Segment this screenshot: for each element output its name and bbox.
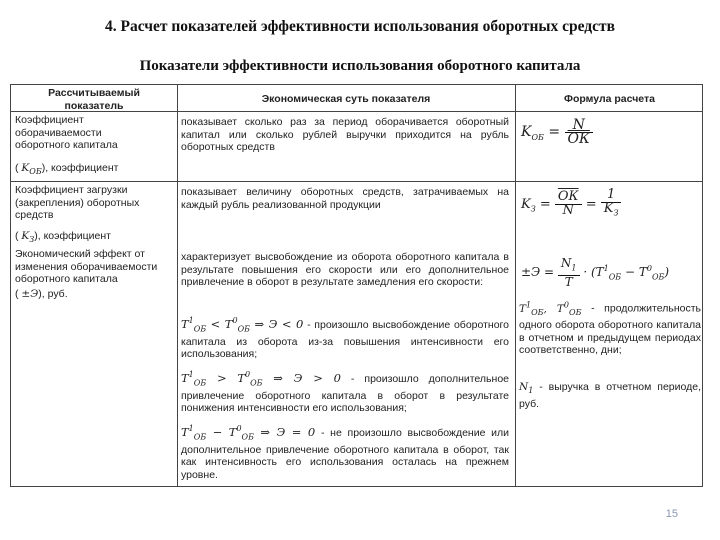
formula-fraction: $\frac{ОК}{N}$ <box>555 191 582 217</box>
k-z-symbol: $K_З$ <box>21 229 35 244</box>
row2-name-line: средств <box>15 209 54 221</box>
row1-symbol-note: ), коэффициент <box>41 161 119 174</box>
case3-condition: $T^1_{ОБ} - T^0_{ОБ}$ ⇒ Э = 0 <box>181 424 316 442</box>
formula-fraction: $\frac{N}{ОК}$ <box>565 119 593 145</box>
row2-symbol-note: ), коэффициент <box>34 229 111 242</box>
case1-condition: $T^1_{ОБ} < T^0_{ОБ}$ ⇒ Э < 0 <box>181 316 304 334</box>
case3-text: - не произошло высвобождение или дополнительное привлечение оборотного капитала в оборот, так как интенсивность его использования осталась на прежнем уровне. <box>181 426 509 481</box>
row1-symbol-line: ( $K_{ОБ}$), коэффициент <box>15 161 119 176</box>
row3-name-line: Экономический эффект от <box>15 248 145 260</box>
row3-symbol-note: ), руб. <box>38 287 68 300</box>
header-formula: Формула расчета <box>563 93 655 105</box>
row3-name-line: оборотного капитала <box>15 273 118 285</box>
row1-essence: показывает сколько раз за период оборачивается оборотный капитал или сколько рублей выручки приходится на рубль оборотных средств <box>181 116 509 153</box>
row2-name-line: Коэффициент загрузки <box>15 184 128 196</box>
header-indicator <box>11 87 177 112</box>
row3-case1 <box>181 315 509 361</box>
header-indicator-line1: Рассчитываемый <box>48 87 140 99</box>
slide-title: 4. Расчет показателей эффективности использования оборотных средств <box>104 18 616 35</box>
case2-text: - произошло дополнительное привлечение оборотного капитала в оборот в результате понижения интенсивности его использования; <box>181 372 509 415</box>
page-number: 15 <box>665 508 678 520</box>
row3-formula: ±Э = $\frac{N_1}{T}$ · $(T^1_{ОБ} - T^0_{ОБ})$ <box>521 256 670 289</box>
row1-indicator-name <box>15 114 175 178</box>
row2-indicator-name <box>15 184 175 246</box>
case2-condition: $T^1_{ОБ} > T^0_{ОБ}$ ⇒ Э > 0 <box>181 370 341 388</box>
row3-case3 <box>181 423 509 481</box>
formula-fraction: $\frac{1}{K_З}$ <box>601 189 622 220</box>
delta-e-symbol: ±Э <box>21 287 39 300</box>
row2-essence: показывает величину оборотных средств, затрачиваемых на каждый рубль реализованной продукции <box>181 186 509 211</box>
row3-formula-note2 <box>519 381 701 410</box>
k-ob-symbol: $K_{ОБ}$ <box>21 161 42 176</box>
row-divider <box>11 181 702 182</box>
row3-name-line: изменения оборачиваемости <box>15 260 158 273</box>
indicators-table <box>10 84 703 487</box>
formula-note1-text: - продолжительность одного оборота оборотного капитала в отчетном и предыдущем периодах соответственно, дни; <box>519 302 701 357</box>
row1-name-line: Коэффициент <box>15 114 84 126</box>
n1-symbol: $N_1$ <box>519 381 534 396</box>
formula-fraction: $\frac{N_1}{T}$ <box>558 257 580 288</box>
row3-indicator-name <box>15 248 175 300</box>
formula-note2-text: - выручка в отчетном периоде, руб. <box>519 381 701 410</box>
slide-subtitle: Показатели эффективности использования оборотного капитала <box>139 58 581 74</box>
t-ob-symbols: $T^1_{ОБ}$, $T^0_{ОБ}$ <box>519 300 582 317</box>
row3-formula-note1 <box>519 299 701 357</box>
row1-name-line: оборачиваемости <box>15 126 102 139</box>
header-indicator-line2: показатель <box>64 99 124 112</box>
column-divider <box>515 85 516 486</box>
row2-name-line: (закрепления) оборотных <box>15 196 140 209</box>
row3-symbol-line: ( ±Э), руб. <box>15 287 68 300</box>
row1-name-line: оборотного капитала <box>15 139 118 151</box>
case1-text: - произошло высвобождение оборотного капитала из оборота из-за повышения интенсивности его использования; <box>181 318 509 361</box>
row1-formula: $K_{ОБ}$ = $\frac{N}{ОК}$ <box>521 119 701 145</box>
header-essence: Экономическая суть показателя <box>261 93 431 105</box>
column-divider <box>177 85 178 486</box>
row2-formula: $K_З$ = $\frac{ОК}{N}$ = $\frac{1}{K_З}$ <box>521 189 701 220</box>
row3-case2 <box>181 369 509 415</box>
row2-symbol-line: ( $K_З$), коэффициент <box>15 229 111 244</box>
row3-essence: характеризует высвобождение из оборота оборотного капитала в результате повышения его скорости или его дополнительное привлечение в оборот в результате замедления его скорости: <box>181 251 509 288</box>
